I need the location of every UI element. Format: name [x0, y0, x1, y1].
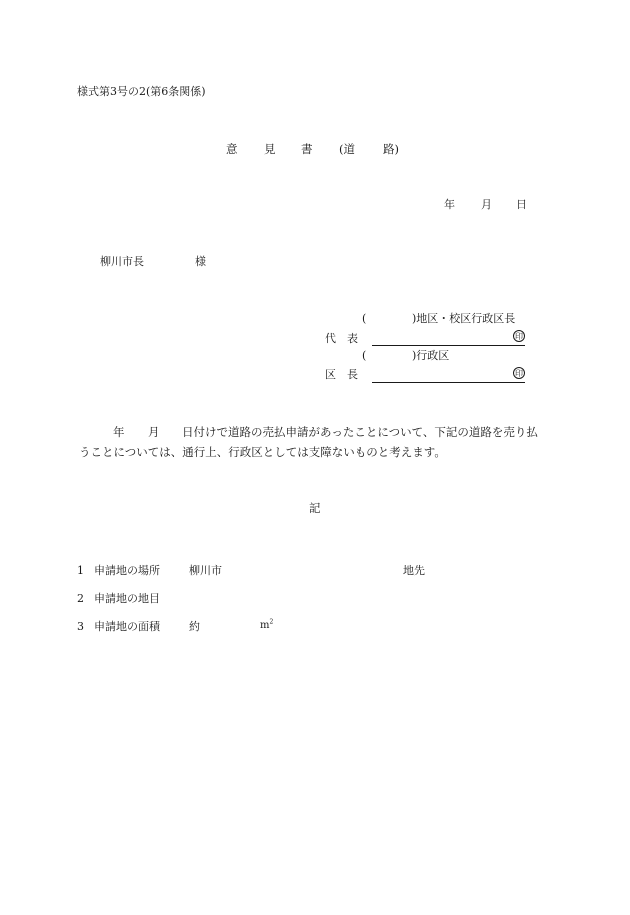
signatory-ward-field[interactable] — [372, 347, 412, 363]
signatory-representative-role: 代 表 — [325, 332, 358, 345]
signatory-district-field[interactable] — [372, 310, 412, 326]
item-3-unit-base: m — [260, 620, 270, 631]
signatory-representative-name-field[interactable] — [372, 328, 512, 344]
title-char-2: 見 — [264, 142, 276, 156]
signatory-district-label: )地区・校区行政区長 — [412, 312, 516, 325]
item-1-value: 柳川市 — [189, 564, 222, 577]
item-2-label: 申請地の地目 — [94, 592, 160, 605]
addressee-honorific: 様 — [195, 255, 206, 268]
date-year-field[interactable]: 年 — [444, 198, 455, 211]
date-month-field[interactable]: 月 — [481, 198, 492, 211]
item-3-area-field[interactable] — [205, 617, 257, 633]
item-3-unit-sup: 2 — [269, 618, 274, 626]
signatory-representative-underline — [372, 345, 525, 346]
seal-mark-1: 印 — [515, 332, 523, 341]
item-3-unit — [260, 618, 274, 631]
form-number: 様式第3号の2(第6条関係) — [77, 85, 206, 98]
item-3-number: 3 — [77, 620, 84, 633]
item-3-value: 約 — [189, 620, 200, 633]
title-char-3: 書 — [301, 142, 313, 156]
signatory-chief-name-field[interactable] — [372, 365, 512, 381]
body-line-2: うことについては、通行上、行政区としては支障ないものと考えます。 — [79, 445, 446, 459]
seal-mark-2: 印 — [515, 369, 523, 378]
body-year-field[interactable]: 年 — [113, 425, 125, 439]
body-line-1: 日付けで道路の売払申請があったことについて、下記の道路を売り払 — [182, 425, 538, 439]
item-2-number: 2 — [77, 592, 84, 605]
signatory-district-paren: ( — [362, 312, 367, 325]
ki-heading: 記 — [309, 501, 321, 515]
signatory-ward-paren: ( — [362, 349, 367, 362]
body-month-field[interactable]: 月 — [148, 425, 160, 439]
item-2-land-category-field[interactable] — [189, 589, 389, 605]
item-1-suffix: 地先 — [403, 564, 425, 577]
item-1-number: 1 — [77, 564, 84, 577]
item-3-label: 申請地の面積 — [94, 620, 160, 633]
signatory-chief-role: 区 長 — [325, 368, 358, 381]
addressee-name: 柳川市長 — [100, 255, 144, 268]
title-char-1: 意 — [226, 142, 238, 156]
item-1-location-field[interactable] — [230, 561, 390, 577]
date-day-field[interactable]: 日 — [516, 198, 527, 211]
signatory-ward-label: )行政区 — [412, 349, 450, 362]
title-paren-close: 路) — [383, 142, 399, 156]
title-paren-open: (道 — [339, 142, 355, 156]
signatory-chief-underline — [372, 382, 525, 383]
item-1-label: 申請地の場所 — [94, 564, 160, 577]
